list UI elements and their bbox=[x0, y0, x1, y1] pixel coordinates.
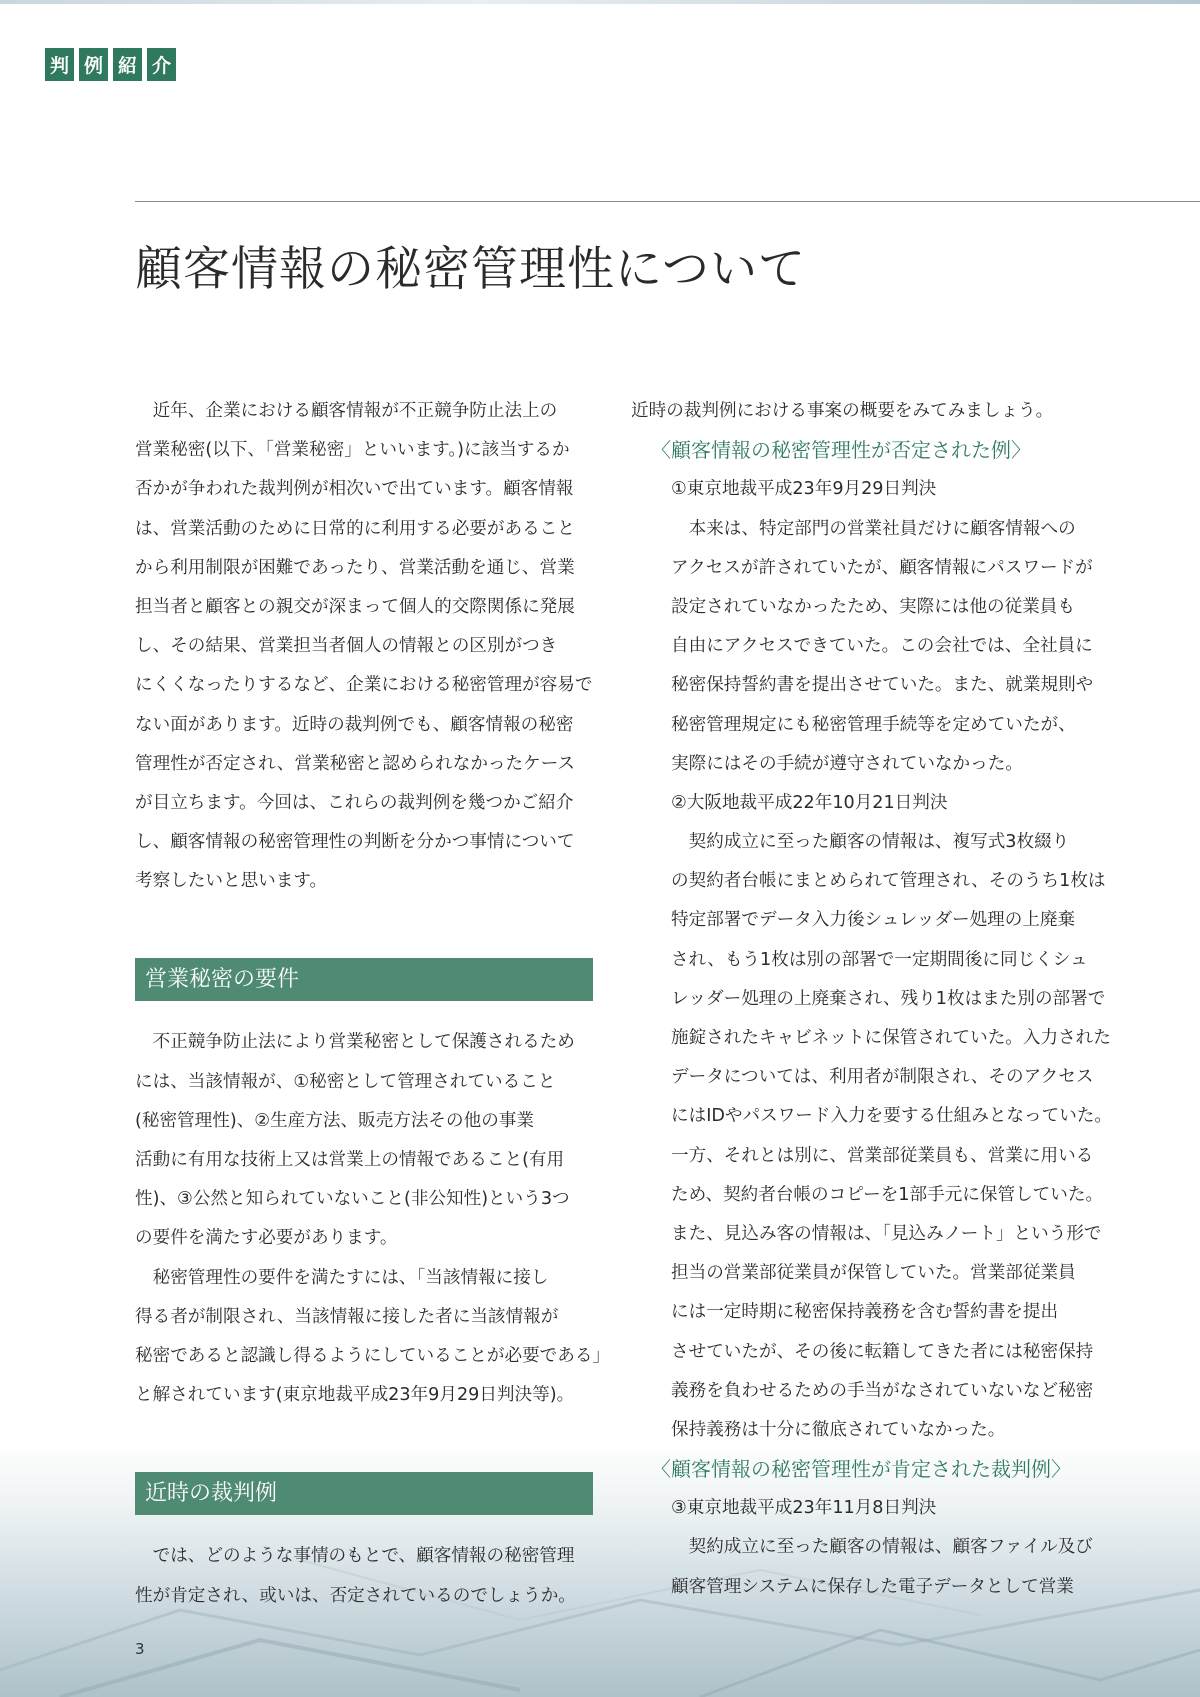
text-line: 性が肯定され、或いは、否定されているのでしょうか。 bbox=[135, 1585, 576, 1606]
text-line: 考察したいと思います。 bbox=[135, 871, 328, 892]
text-line: では、どのような事情のもとで、顧客情報の秘密管理 bbox=[152, 1546, 575, 1567]
text-line: 保持義務は十分に徹底されていなかった。 bbox=[671, 1419, 1006, 1440]
text-line: 契約成立に至った顧客の情報は、複写式3枚綴り bbox=[688, 832, 1070, 853]
text-line: にくくなったりするなど、企業における秘密管理が容易で bbox=[135, 675, 593, 696]
text-line: 担当者と顧客との親交が深まって個人的交際関係に発展 bbox=[135, 596, 575, 617]
text-line: の要件を満たす必要があります。 bbox=[135, 1228, 398, 1249]
text-line: データについては、利用者が制限され、そのアクセス bbox=[671, 1067, 1094, 1088]
text-line: し、顧客情報の秘密管理性の判断を分かつ事情について bbox=[135, 832, 575, 853]
kicker-char: 介 bbox=[147, 48, 176, 81]
recent-cases-paragraph bbox=[135, 1537, 595, 1615]
text-line: 否かが争われた裁判例が相次いで出ています。顧客情報 bbox=[135, 479, 574, 500]
text-line: 契約成立に至った顧客の情報は、顧客ファイル及び bbox=[688, 1537, 1093, 1558]
section-heading-recent-cases: 近時の裁判例 bbox=[135, 1472, 593, 1515]
case3-paragraph bbox=[651, 1528, 1116, 1606]
text-line: され、もう1枚は別の部署で一定期間後に同じくシュ bbox=[671, 949, 1088, 970]
text-line: の契約者台帳にまとめられて管理され、そのうち1枚は bbox=[671, 871, 1106, 892]
text-line: ない面があります。近時の裁判例でも、顧客情報の秘密 bbox=[135, 714, 574, 735]
right-column bbox=[631, 392, 1116, 1607]
text-line: させていたが、その後に転籍してきた者には秘密保持 bbox=[671, 1341, 1094, 1362]
page-title: 顧客情報の秘密管理性について bbox=[135, 242, 807, 297]
text-line: 得る者が制限され、当該情報に接した者に当該情報が bbox=[135, 1306, 559, 1327]
text-line: 義務を負わせるための手当がなされていないなど秘密 bbox=[671, 1380, 1094, 1401]
text-line: には、当該情報が、①秘密として管理されていること bbox=[135, 1071, 556, 1092]
section-kicker bbox=[45, 48, 176, 81]
text-line: 自由にアクセスできていた。この会社では、全社員に bbox=[671, 636, 1093, 657]
case1-paragraph bbox=[651, 510, 1116, 784]
text-line: は、営業活動のために日常的に利用する必要があること bbox=[135, 518, 575, 539]
case-title: ②大阪地裁平成22年10月21日判決 bbox=[671, 792, 948, 813]
negative-cases-heading: 〈顧客情報の秘密管理性が否定された例〉 bbox=[651, 438, 1031, 463]
text-line: 一方、それとは別に、営業部従業員も、営業に用いる bbox=[671, 1145, 1094, 1166]
text-line: 設定されていなかったため、実際には他の従業員も bbox=[671, 596, 1075, 617]
text-line: にはIDやパスワード入力を要する仕組みとなっていた。 bbox=[671, 1106, 1112, 1127]
text-line: と解されています(東京地裁平成23年9月29日判決等)。 bbox=[135, 1385, 575, 1406]
text-line: レッダー処理の上廃棄され、残り1枚はまた別の部署で bbox=[671, 988, 1106, 1009]
kicker-char: 紹 bbox=[113, 48, 142, 81]
text-line: 性)、③公然と知られていないこと(非公知性)という3つ bbox=[135, 1189, 570, 1210]
requirements-paragraph bbox=[135, 1023, 611, 1415]
text-line: が目立ちます。今回は、これらの裁判例を幾つかご紹介 bbox=[135, 792, 574, 813]
text-line: 秘密管理性の要件を満たすには、「当該情報に接し bbox=[152, 1267, 549, 1288]
text-line: 特定部署でデータ入力後シュレッダー処理の上廃棄 bbox=[671, 910, 1076, 931]
case-title: ①東京地裁平成23年9月29日判決 bbox=[671, 479, 937, 500]
text-line: 近年、企業における顧客情報が不正競争防止法上の bbox=[152, 401, 558, 421]
text-line: から利用制限が困難であったり、営業活動を通じ、営業 bbox=[135, 557, 575, 578]
left-column bbox=[135, 392, 611, 1616]
kicker-char: 判 bbox=[45, 48, 74, 81]
text-line: また、見込み客の情報は、「見込みノート」という形で bbox=[671, 1223, 1102, 1244]
text-line: 顧客管理システムに保存した電子データとして営業 bbox=[671, 1576, 1074, 1597]
text-line: 活動に有用な技術上又は営業上の情報であること(有用 bbox=[135, 1150, 565, 1170]
text-line: 不正競争防止法により営業秘密として保護されるため bbox=[152, 1032, 575, 1053]
text-line: 近時の裁判例における事案の概要をみてみましょう。 bbox=[631, 401, 1054, 421]
text-line: 秘密管理規定にも秘密管理手続等を定めていたが、 bbox=[671, 714, 1076, 735]
text-line: (秘密管理性)、②生産方法、販売方法その他の事業 bbox=[135, 1110, 534, 1131]
text-line: 施錠されたキャビネットに保管されていた。入力された bbox=[671, 1028, 1111, 1048]
top-decorative-line bbox=[0, 0, 1200, 4]
text-line: 営業秘密(以下、「営業秘密」といいます。)に該当するか bbox=[135, 440, 570, 461]
text-line: には一定時期に秘密保持義務を含む誓約書を提出 bbox=[671, 1302, 1059, 1323]
page-number: 3 bbox=[135, 1640, 145, 1658]
title-rule bbox=[135, 201, 1200, 202]
text-line: 管理性が否定され、営業秘密と認められなかったケース bbox=[135, 753, 576, 774]
case2-paragraph bbox=[651, 823, 1116, 1450]
text-line: 秘密保持誓約書を提出させていた。また、就業規則や bbox=[671, 675, 1094, 696]
case-title: ③東京地裁平成23年11月8日判決 bbox=[671, 1498, 937, 1519]
section-heading-requirements: 営業秘密の要件 bbox=[135, 958, 593, 1001]
text-line: アクセスが許されていたが、顧客情報にパスワードが bbox=[671, 557, 1093, 578]
text-line: 本来は、特定部門の営業社員だけに顧客情報への bbox=[688, 518, 1076, 539]
text-line: し、その結果、営業担当者個人の情報との区別がつき bbox=[135, 636, 558, 657]
kicker-char: 例 bbox=[79, 48, 108, 81]
text-line: ため、契約者台帳のコピーを1部手元に保管していた。 bbox=[671, 1184, 1104, 1205]
text-line: 担当の営業部従業員が保管していた。営業部従業員 bbox=[671, 1263, 1076, 1284]
intro-paragraph bbox=[135, 392, 595, 901]
text-line: 秘密であると認識し得るようにしていることが必要である」 bbox=[135, 1345, 611, 1366]
text-line: 実際にはその手続が遵守されていなかった。 bbox=[671, 753, 1023, 774]
positive-cases-heading: 〈顧客情報の秘密管理性が肯定された裁判例〉 bbox=[651, 1457, 1071, 1482]
